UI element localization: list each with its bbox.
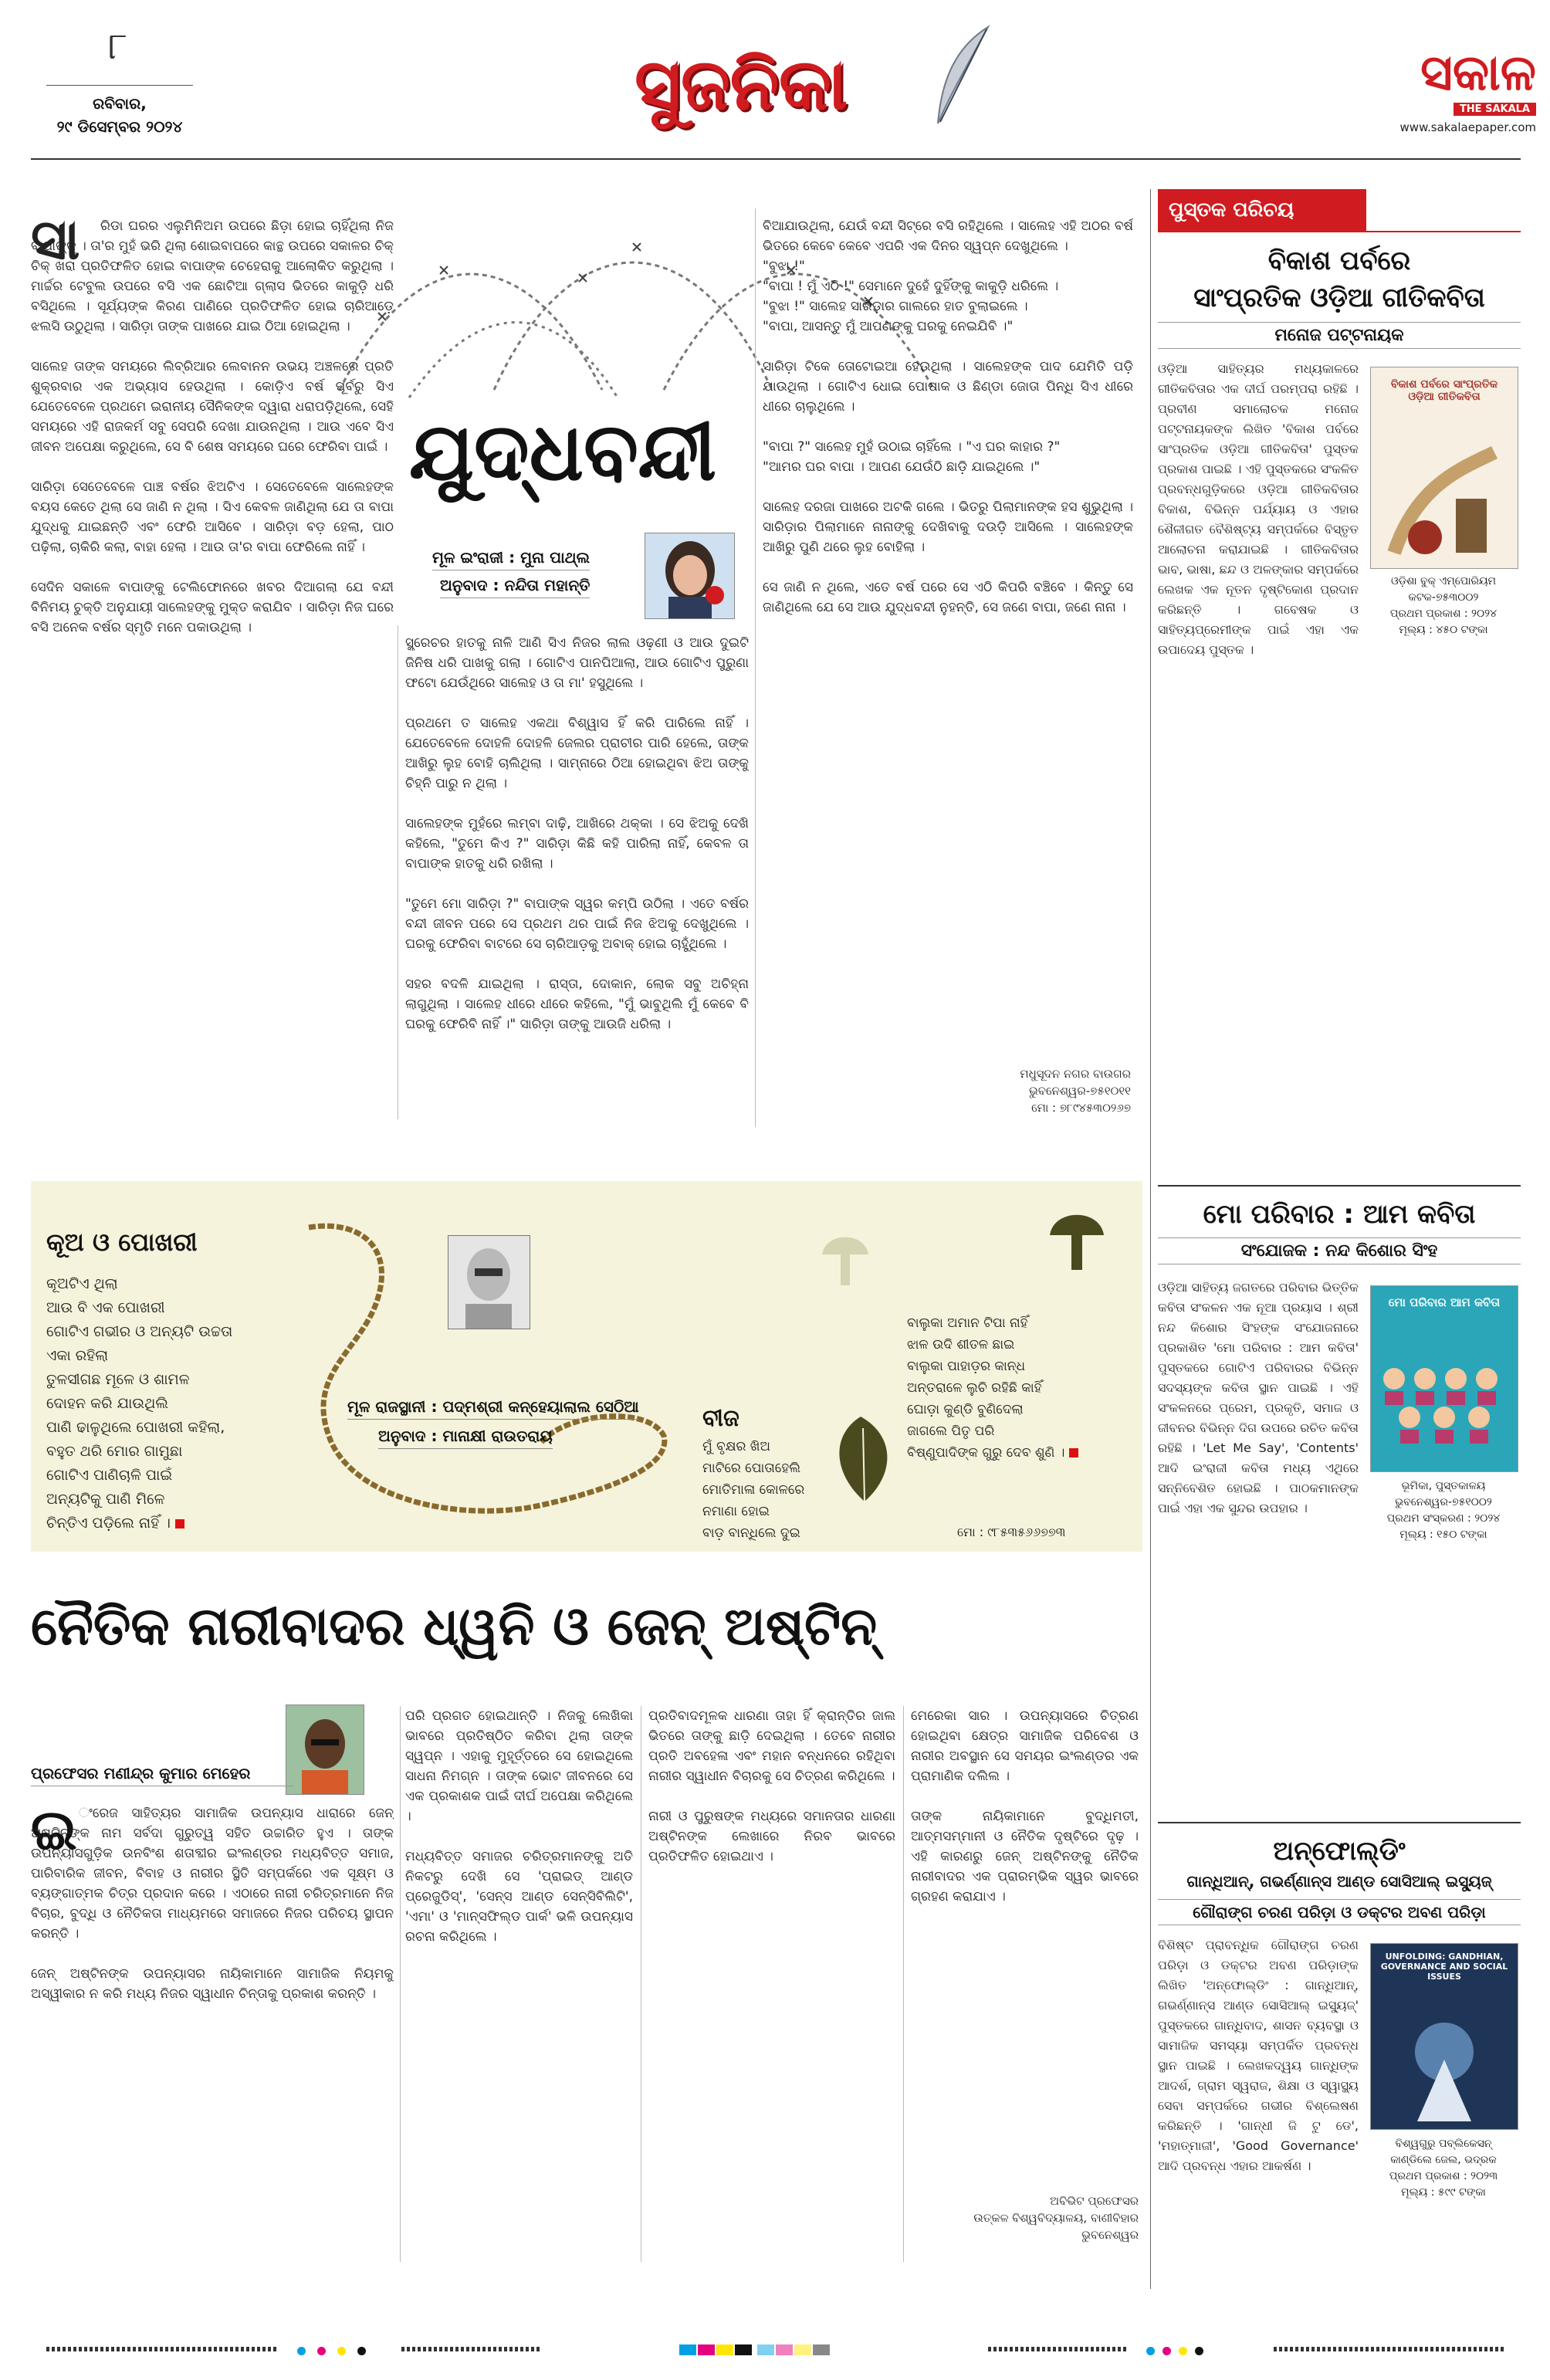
drop-cap-letter: ସା [31,207,80,272]
date-rule [46,85,193,86]
article-column-3: ପ୍ରତିବାଦମୂଳକ ଧାରଣା ତାହା ହିଁ କ୍ରାନ୍ତିର ଜାଲ ଭିତରେ ତାଙ୍କୁ ଛାଡ଼ି ଦେଇଥିଲା । ତେବେ ନାରୀର ପ୍ରତି ଅବହେଳା ଏବଂ ମହାନ ବନ୍ଧନରେ ରହିଥିବା ନାରୀର ସ୍ୱାଧୀନ ବିଚାରକୁ ସେ ଚିତ୍ରଣ କରିଥିଲେ । ନାରୀ ଓ ପୁରୁଷଙ୍କ ମଧ୍ୟରେ ସମାନତାର ଧାରଣା ଅଷ୍ଟିନଙ୍କ ଲେଖାରେ ନିରବ ଭାବରେ ପ୍ରତିଫଳିତ ହୋଇଥାଏ । [648,1708,895,1864]
column-divider [903,1706,904,2262]
author-line: ମୂଳ ଇଂରାଜୀ : ମୁନା ପାଥ୍ଲ [432,548,590,570]
mushroom-icon [1046,1204,1108,1274]
yellow-dot [337,2347,346,2355]
poem-line: ଚିନ୍ତିଏ ପଡ଼ିଲେ ନାହିଁ । [46,1512,301,1535]
black-dot [357,2347,366,2355]
poem-line: ଦୋହନ କରି ଯାଉଥିଲି [46,1395,168,1412]
end-mark-icon [175,1519,184,1529]
book1-title-line2: ସାଂପ୍ରତିକ ଓଡ଼ିଆ ଗୀତିକବିତା [1193,283,1485,313]
poem-line: ବିଷ୍ଣୁପାଦିଙ୍କ ଗୁରୁ ଦେବ ଶୁଣି । [907,1442,1131,1464]
book1-price: ମୂଲ୍ୟ : ୪୫୦ ଟଙ୍କା [1399,624,1488,636]
poem-translator-line: ଅନୁବାଦ : ମାନାକ୍ଷୀ ରାଉତରାୟ [378,1427,553,1449]
paper-logo [1328,46,1536,139]
issue-date: ୨୯ ଡିସେମ୍ବର ୨୦୨୪ [56,117,183,136]
book3-edition: ପ୍ରଥମ ପ୍ରକାଶ : ୨୦୨୩ [1389,2170,1498,2182]
registration-bar [988,2347,1127,2351]
book3-info [1370,2136,1517,2201]
poem-line: ଘୋଡ଼ା କୁଣ୍ଡି ବୁଣିଦେଲା [907,1402,1024,1417]
poem-line: ବାଲୁକା ଅମାନ ଟିପା ନାହିଁ [907,1315,1028,1331]
poem-line: ମୋତିମାଳା କୋଳରେ [702,1482,805,1498]
issue-day: ରବିବାର, [93,94,147,113]
poem-line: ଗୋଟିଏ ଗଭୀର ଓ ଅନ୍ୟଟି ଉଚ୍ଚତା [46,1323,233,1340]
story-prisoner-of-war [31,170,1142,1135]
article-drop-cap: ଇ [31,1797,77,1862]
book2-cover [1370,1285,1518,1472]
poet-photo [448,1235,530,1329]
book1-address: କଟକ-୭୫୩୦୦୨ [1408,591,1479,604]
poem-line: ପାଣି ଢାଳୁଥିଲେ ପୋଖରୀ କହିଲା, [46,1419,225,1436]
quill-icon [926,23,996,131]
poem-line: ବହୁତ ଥରି ମୋର ଗାମୁଛା [46,1443,183,1460]
story-title: ଯୁଦ୍ଧବନ୍ଦୀ [409,405,717,499]
poem-line: କୂଅଟିଏ ଥିଲା [46,1275,118,1292]
author-photo [645,533,735,619]
story-signature [880,1065,1131,1116]
masthead [0,0,1550,166]
article-author-photo [286,1705,364,1795]
book2-price: ମୂଲ୍ୟ : ୧୫୦ ଟଙ୍କା [1399,1529,1487,1541]
article-author: ପ୍ରଫେସର ମଣୀନ୍ଦ୍ର କୁମାର ମେହେର [31,1764,293,1786]
book3-address: କାଣ୍ଡିଲେ ଜେଲ, ଭଦ୍ରକ [1390,2154,1497,2166]
poem-line: ଅନ୍ୟଟିକୁ ପାଣି ମିଳେ [46,1491,165,1508]
book2-cover-title: ମୋ ପରିବାର ଆମ କବିତା [1388,1295,1501,1309]
section-rule [1158,231,1521,232]
poem-line: ମୁଁ ବୃକ୍ଷର ଖିଅ [702,1439,770,1454]
sidebar-book-reviews [1158,189,1521,2289]
poem-line: ବାଡ଼ ବାନ୍ଧିଲେ ଦୁଇ [702,1525,800,1541]
article-signature [911,2192,1139,2243]
article-jane-austen [31,1590,1142,2285]
column-divider [755,208,756,1127]
book2-title: ମୋ ପରିବାର : ଆମ କବିତା [1203,1199,1476,1230]
column-divider [400,1706,401,2262]
sig-city: ଭୁବନେଶ୍ୱର-୭୫୧୦୧୧ [1029,1084,1131,1098]
poem-line: ଏକା ରହିଲା [46,1347,109,1364]
supplement-title: ସୁଜନିକା [635,43,848,126]
book1-cover-art [1371,437,1518,568]
poem-line: ଜାଗଲେ ପିତୃ ପରି [907,1424,995,1439]
section-label: ପୁସ୍ତକ ପରିଚୟ [1158,189,1366,231]
mushroom-faded-icon [818,1227,872,1289]
book3-price: ମୂଲ୍ୟ : ୫୯୯ ଟଙ୍କା [1401,2186,1486,2199]
book3-body: ବିଶିଷ୍ଟ ପ୍ରାବନ୍ଧିକ ଗୌରାଙ୍ଗ ଚରଣ ପରିଡ଼ା ଓ ଡକ୍ଟର ଅବଣ ପରିଡ଼ାଙ୍କ ଲିଖିତ 'ଅନ୍‌ଫୋଲ୍ଡିଂ : ଗାନ୍ଧିଆନ୍, ଗଭର୍ଣ୍ଣାନ୍ସ ଆଣ୍ଡ ସୋସିଆଲ୍ ଇସ୍ୟୁଜ୍' ପୁସ୍ତକରେ ଗାନ୍ଧିବାଦ, ଶାସନ ବ୍ୟବସ୍ଥା ଓ ସାମାଜିକ ସମସ୍ୟା ସମ୍ପର୍କିତ ପ୍ରବନ୍ଧ ସ୍ଥାନ ପାଇଛି । ଲେଖକଦ୍ୱୟ ଗାନ୍ଧିଙ୍କ ଆଦର୍ଶ, ଗ୍ରାମ ସ୍ୱରାଜ, ଶିକ୍ଷା ଓ ସ୍ୱାସ୍ଥ୍ୟ ସେବା ସମ୍ପର୍କରେ ଗଭୀର ବିଶ୍ଲେଷଣ କରିଛନ୍ତି । 'ଗାନ୍ଧୀ ଜି ଟୁ ଡେ', 'ମହାତ୍ମାଜୀ', 'Good Governance' ଆଦି ପ୍ରବନ୍ଧ ଏହାର ଆକର୍ଷଣ । [1158,1938,1359,2173]
poem-line: ଅନ୍ତରାଳେ ଲୁଚି ରହିଛି କାହିଁ [907,1380,1042,1396]
book1-reviewer: ମନୋଜ ପଟ୍ଟନାୟକ [1158,322,1521,349]
magenta-dot [317,2347,326,2355]
book2-publisher: ଭୂମିକା, ପୁସ୍ତକାଳୟ [1401,1480,1486,1492]
masthead-rule [31,158,1521,160]
book2-body: ଓଡ଼ିଆ ସାହିତ୍ୟ ଜଗତରେ ପରିବାର ଭିତ୍ତିକ କବିତା ସଂକଳନ ଏକ ନୂଆ ପ୍ରୟାସ । ଶ୍ରୀ ନନ୍ଦ କିଶୋର ସିଂହଙ୍କ ସଂଯୋଜନାରେ ପ୍ରକାଶିତ 'ମୋ ପରିବାର : ଆମ କବିତା' ପୁସ୍ତକରେ ଗୋଟିଏ ପରିବାରର ବିଭିନ୍ନ ସଦସ୍ୟଙ୍କ କବିତା ସ୍ଥାନ ପାଇଛି । ଏହି ସଂକଳନରେ ପ୍ରେମ, ପ୍ରକୃତି, ସମାଜ ଓ ଜୀବନର ବିଭିନ୍ନ ଦିଗ ଉପରେ ରଚିତ କବିତା ରହିଛି । 'Let Me Say', 'Contents' ଆଦି ଇଂରାଜୀ କବିତା ମଧ୍ୟ ଏଥିରେ ସନ୍ନିବେଶିତ ହୋଇଛି । ପାଠକମାନଙ୍କ ପାଇଁ ଏହା ଏକ ସୁନ୍ଦର ଉପହାର । [1158,1280,1359,1515]
cyan-dot [297,2347,306,2355]
registration-bar [46,2347,278,2351]
book1-title-line1: ବିକାଶ ପର୍ବରେ [1267,245,1411,276]
section-rule [1158,1185,1521,1187]
sig-university: ଉତ୍କଳ ବିଶ୍ୱବିଦ୍ୟାଳୟ, ବାଣୀବିହାର [973,2211,1139,2225]
poem1-body [46,1272,301,1535]
book3-reviewer: ଗୌରାଙ୍ଗ ଚରଣ ପରିଡ଼ା ଓ ଡକ୍ଟର ଅବଣ ପରିଡ଼ା [1158,1899,1521,1925]
story-column-1: ରିଡା ଘରର ଏଲୁମିନିଅମ ଉପରେ ଛିଡ଼ା ହୋଇ ଚାହିଁଥିଲା ନିଜ ବାପାଙ୍କୁ । ତା'ର ମୁହଁ ଭରି ଥିଲା ଶୋଇବାପରେ କାନ୍ଥ ଉପରେ ସକାଳର ଚିକ୍ ଚିକ୍ ଖରା ପ୍ରତିଫଳିତ ହୋଇ ବାପାଙ୍କ ଚେହେରାକୁ ଆଲୋକିତ କରୁଥିଲା । ମାର୍ଚ୍ଚର ଟେବୁଲ ଉପରେ ବସି ଏକ ଛୋଟିଆ ଗ୍ଲାସ ଭିତରେ କାକୁଡ଼ି ଧରି ବସିଥିଲେ । ସୂର୍ଯ୍ୟଙ୍କ କିରଣ ପାଣିରେ ପ୍ରତିଫଳିତ ହୋଇ ଚାରିଆଡ଼େ ଝଲସି ଉଠୁଥିଲା । ସାରିଡ଼ା ତାଙ୍କ ପାଖରେ ଯାଇ ଠିଆ ହୋଇଥିଲା । ସାଲେହ ତାଙ୍କ ସମୟରେ ଲିବ୍ରିଆର ଲେବାନନ ଉଭୟ ଅଞ୍ଚଳରେ ପ୍ରତି ଶୁକ୍ରବାର ଏକ ଅଭ୍ୟାସ ହେଉଥିଲା । କୋଡ଼ିଏ ବର୍ଷ ପୂର୍ବରୁ ସିଏ ଯେତେବେଳେ ପ୍ରଥମେ ଇରାନୀୟ ସୈନିକଙ୍କ ଦ୍ୱାରା ଧରାପଡ଼ିଥିଲେ, ସେହି ସମୟରେ ଏହି ରାଜକର୍ମ ସବୁ ସେପରି ଦେଖା ଯାଉନଥିଲା । ଆଉ ଏବେ ସିଏ ଜୀବନ ଅପେକ୍ଷା କରୁଥିଲେ, ସେ ବି ଶେଷ ସମୟରେ ଘରେ ଫେରିବା ପାଇଁ । ସାରିଡ଼ା ସେତେବେଳେ ପାଞ୍ଚ ବର୍ଷର ଝିଅଟିଏ । ସେତେବେଳେ ସାଲେହଙ୍କ ବୟସ କେତେ ଥିଲା ସେ ଜାଣି ନ ଥିଲା । ସିଏ କେବଳ ଜାଣିଥିଲା ଯେ ତା ବାପା ଯୁଦ୍ଧକୁ ଯାଇଛନ୍ତି ଏବଂ ଫେରି ଆସିବେ । ସାରିଡ଼ା ବଡ଼ ହେଲା, ପାଠ ପଢ଼ିଲା, ଚାକିରି କଲା, ବାହା ହେଲା । ଆଉ ତା'ର ବାପା ଫେରିଲେ ନାହିଁ । ସେଦିନ ସକାଳେ ବାପାଙ୍କୁ ଟେଲିଫୋନରେ ଖବର ଦିଆଗଲା ଯେ ବନ୍ଦୀ ବିନିମୟ ଚୁକ୍ତି ଅନୁଯାୟୀ ସାଲେହଙ୍କୁ ମୁକ୍ତ କରାଯିବ । ସାରିଡ଼ା ନିଜ ଘରେ ବସି ଅନେକ ବର୍ଷର ସ୍ମୃତି ମନେ ପକାଉଥିଲା । [31,218,394,635]
end-mark-icon [1069,1448,1078,1457]
sig-place: ମଧୁସୂଦନ ନଗର ବାଉଗର [1020,1067,1131,1081]
poem1-title: କୂଅ ଓ ପୋଖରୀ [46,1227,198,1257]
book1-cover [1370,367,1518,569]
paper-url[interactable]: www.sakalaepaper.com [1399,120,1536,134]
section-rule [1158,1822,1521,1823]
poem2-title: ବୀଜ [702,1405,739,1432]
book2-address: ଭୁବନେଶ୍ୱର-୭୫୧୦୦୨ [1395,1496,1492,1508]
book3-title: ଅନ୍‌ଫୋଲ୍ଡିଂ [1273,1836,1406,1867]
story-column-2: ସ୍କ୍ରେଚର ହାତକୁ ନାଳି ଆଣି ସିଏ ନିଜର ଲାଲ ଓଢ଼ଣୀ ଓ ଆଉ ଦୁଇଟି ଜିନିଷ ଧରି ପାଖକୁ ଗଲା । ଗୋଟିଏ ପାନପିଆଲା, ଆଉ ଗୋଟିଏ ପୁରୁଣା ଫଟୋ ଯେଉଁଥିରେ ସାଲେହ ଓ ତା ମା' ହସୁଥିଲେ । ପ୍ରଥମେ ତ ସାଲେହ ଏକଥା ବିଶ୍ୱାସ ହିଁ କରି ପାରିଲେ ନାହିଁ । ଯେତେବେଳେ ଦୋହଳି ଦୋହଳି ଜେଲର ପ୍ରାଚୀର ପାରି ହେଲେ, ତାଙ୍କ ଆଖିରୁ ଲୁହ ବୋହି ଚାଲିଥିଲା । ସାମ୍ନାରେ ଠିଆ ହୋଇଥିବା ଝିଅ ତାଙ୍କୁ ଚିହ୍ନି ପାରୁ ନ ଥିଲା । ସାଲେହଙ୍କ ମୁହଁରେ ଲମ୍ବା ଦାଢ଼ି, ଆଖିରେ ଥକ୍କା । ସେ ଝିଅକୁ ଦେଖି କହିଲେ, "ତୁମେ କିଏ ?" ସାରିଡ଼ା କିଛି କହି ପାରିଲା ନାହିଁ, କେବଳ ତା ବାପାଙ୍କ ହାତକୁ ଧରି ରଖିଲା । "ତୁମେ ମୋ ସାରିଡ଼ା ?" ବାପାଙ୍କ ସ୍ୱର କମ୍ପି ଉଠିଲା । ଏତେ ବର୍ଷର ବନ୍ଦୀ ଜୀବନ ପରେ ସେ ପ୍ରଥମ ଥର ପାଇଁ ନିଜ ଝିଅକୁ ଦେଖୁଥିଲେ । ଘରକୁ ଫେରିବା ବାଟରେ ସେ ଚାରିଆଡ଼କୁ ଅବାକ୍ ହୋଇ ଚାହୁଁଥିଲେ । ସହର ବଦଳି ଯାଇଥିଲା । ରାସ୍ତା, ଦୋକାନ, ଲୋକ ସବୁ ଅଚିହ୍ନା ଲାଗୁଥିଲା । ସାଲେହ ଧୀରେ ଧୀରେ କହିଲେ, "ମୁଁ ଭାବୁଥିଲି ମୁଁ କେବେ ବି ଘରକୁ ଫେରିବି ନାହିଁ ।" ସାରିଡ଼ା ତାଙ୍କୁ ଆଉଜି ଧରିଲା । [405,635,749,1032]
article-title: ନୈତିକ ନାରୀବାଦର ଧ୍ୱନି ଓ ଜେନ୍ ଅଷ୍ଟିନ୍ [31,1596,878,1657]
poem-line: ବାଲୁକା ପାହାଡ଼ର କାନ୍ଧ [907,1359,1026,1374]
poem-line: ତୁଳସୀଗଛ ମୂଳେ ଓ ଶାମଳ [46,1371,190,1388]
book1-cover-title: ବିକାଶ ପର୍ବରେ ସାଂପ୍ରତିକ ଓଡ଼ିଆ ଗୀତିକବିତା [1390,378,1498,403]
book1-body: ଓଡ଼ିଆ ସାହିତ୍ୟର ମଧ୍ୟକାଳରେ ଗୀତିକବିତାର ଏକ ଦୀର୍ଘ ପରମ୍ପରା ରହିଛି । ପ୍ରବୀଣ ସମାଲୋଚକ ମନୋଜ ପଟ୍ଟନାୟକଙ୍କ ଲିଖିତ 'ବିକାଶ ପର୍ବରେ ସାଂପ୍ରତିକ ଓଡ଼ିଆ ଗୀତିକବିତା' ପୁସ୍ତକ ପ୍ରକାଶ ପାଇଛି । ଏହି ପୁସ୍ତକରେ ସଂକଳିତ ପ୍ରବନ୍ଧଗୁଡ଼ିକରେ ଓଡ଼ିଆ ଗୀତିକବିତାର ବିକାଶ, ବିଭିନ୍ନ ପର୍ଯ୍ୟାୟ ଓ ଏହାର ଶୈଳୀଗତ ବୈଶିଷ୍ଟ୍ୟ ସମ୍ପର୍କରେ ବିସ୍ତୃତ ଆଲୋଚନା କରାଯାଇଛି । ଗୀତିକବିତାର ଭାବ, ଭାଷା, ଛନ୍ଦ ଓ ଅଳଙ୍କାର ସମ୍ପର୍କରେ ଲେଖକ ଏକ ନୂତନ ଦୃଷ୍ଟିକୋଣ ପ୍ରଦାନ କରିଛନ୍ତି । ଗବେଷକ ଓ ସାହିତ୍ୟପ୍ରେମୀଙ୍କ ପାଇଁ ଏହା ଏକ ଉପାଦେୟ ପୁସ୍ତକ । [1158,361,1359,657]
poem-phone: ମୋ : ୯୮୫୩୫୬୬୭୭୩ [957,1525,1066,1539]
print-marks [0,2339,1550,2370]
book1-edition: ପ୍ରଥମ ପ୍ରକାଶ : ୨୦୨୪ [1389,608,1498,620]
book3-cover [1370,1943,1518,2130]
leaf-icon [826,1413,903,1505]
book3-cover-title: UNFOLDING: GANDHIAN, GOVERNANCE AND SOCIAL ISSUES [1380,1952,1508,1982]
poet-line: ମୂଳ ରାଜସ୍ଥାନୀ : ପଦ୍ମଶ୍ରୀ କନ୍ହେୟାଲାଲ ସେଠିଆ [347,1397,639,1420]
story-column-3: ବିଆଯାଉଥିଲା, ଯେଉଁ ବନ୍ଦୀ ସିଟ୍‌ରେ ବସି ରହିଥିଲେ । ସାଲେହ ଏହି ଅଠର ବର୍ଷ ଭିତରେ କେବେ କେବେ ଏପରି ଏକ ଦିନର ସ୍ୱପ୍ନ ଦେଖୁଥିଲେ । "ବୁଝା !" "ବାପା ! ମୁଁ ଏଠି !" ସେମାନେ ଦୁହେଁ ଦୁହିଁଙ୍କୁ କାକୁଡ଼ି ଧରିଲେ । "ବୁଝା !" ସାଲେହ ସାରିଡ଼ାର ଗାଲରେ ହାତ ବୁଲାଇଲେ । "ବାପା, ଆସନ୍ତୁ ମୁଁ ଆପଣଙ୍କୁ ଘରକୁ ନେଇଯିବି ।" ସାରିଡ଼ା ଟିକେ ତୋଟୋଇଆ ହେଉଥିଲା । ସାଲେହଙ୍କ ପାଦ ଯେମିତି ପଡ଼ି ଯାଉଥିଲା । ଗୋଟିଏ ଧୋଇ ପୋଷାକ ଓ ଛିଣ୍ଡା ଜୋତା ପିନ୍ଧି ସିଏ ଧୀରେ ଧୀରେ ଚାଲୁଥିଲେ । "ବାପା ?" ସାଲେହ ମୁହଁ ଉଠାଇ ଚାହିଁଲେ । "ଏ ଘର କାହାର ?" "ଆମର ଘର ବାପା । ଆପଣ ଯେଉଁଠି ଛାଡ଼ି ଯାଇଥିଲେ ।" ସାଲେହ ଦରଜା ପାଖରେ ଅଟକି ଗଲେ । ଭିତରୁ ପିଲାମାନଙ୍କ ହସ ଶୁଭୁଥିଲା । ସାରିଡ଼ାର ପିଲାମାନେ ନାନାଙ୍କୁ ଦେଖିବାକୁ ଦଉଡ଼ି ଆସିଲେ । ସାଲେହଙ୍କ ଆଖିରୁ ପୁଣି ଥରେ ଲୁହ ବୋହିଲା । ସେ ଜାଣି ନ ଥିଲେ, ଏତେ ବର୍ଷ ପରେ ସେ ଏଠି କିପରି ବଞ୍ଚିବେ । କିନ୍ତୁ ସେ ଜାଣିଥିଲେ ଯେ ସେ ଆଉ ଯୁଦ୍ଧବନ୍ଦୀ ନୁହନ୍ତି, ସେ ଜଣେ ବାପା, ଜଣେ ନାନା । [763,218,1133,615]
book1-info [1370,574,1517,638]
book2-editor: ସଂଯୋଜକ : ନନ୍ଦ କିଶୋର ସିଂହ [1158,1237,1521,1264]
article-column-4: ମେରେକା ସାର । ଉପନ୍ୟାସରେ ଚିତ୍ରଣ ହୋଇଥିବା କ୍ଷେତ୍ର ସାମାଜିକ ପରିବେଶ ଓ ନାରୀର ଅବସ୍ଥାନ ସେ ସମୟର ଇଂଲଣ୍ଡର ଏକ ପ୍ରାମାଣିକ ଦଲିଲ । ତାଙ୍କ ନାୟିକାମାନେ ବୁଦ୍ଧିମତୀ, ଆତ୍ମସମ୍ମାନୀ ଓ ନୈତିକ ଦୃଷ୍ଟିରେ ଦୃଢ଼ । ଏହି କାରଣରୁ ଜେନ୍ ଅଷ୍ଟିନଙ୍କୁ ନୈତିକ ନାରୀବାଦର ଏକ ପ୍ରାରମ୍ଭିକ ସ୍ୱର ଭାବରେ ଗ୍ରହଣ କରାଯାଏ । [911,1708,1139,1904]
sig-phone: ମୋ : ୭୮୯୪୫୩୦୨୬୭ [1031,1101,1131,1115]
sidebar-divider [1150,189,1151,2289]
supplement-logo [540,39,942,147]
book2-cover-art [1371,1348,1518,1471]
sig-title: ଅବିଭିଟ ପ୍ରଫେସର [1050,2194,1139,2208]
poem-line: ଝାଳ ଉଦି ଶୀତଳ ଛାଇ [907,1337,1015,1353]
poem-line: ଆଉ ବି ଏକ ପୋଖରୀ [46,1299,165,1316]
book3-publisher: ବିଶ୍ୱଗୁରୁ ପବ୍ଲିକେସନ୍ [1395,2138,1492,2150]
article-column-1: ଂରେଜ ସାହିତ୍ୟର ସାମାଜିକ ଉପନ୍ୟାସ ଧାରାରେ ଜେନ୍ ଅଷ୍ଟିନଙ୍କ ନାମ ସର୍ବଦା ଗୁରୁତ୍ୱ ସହିତ ଉଚ୍ଚାରିତ ହୁଏ । ତାଙ୍କ ଉପନ୍ୟାସଗୁଡ଼ିକ ଉନବିଂଶ ଶତାବ୍ଦୀର ଇଂଲଣ୍ଡର ମଧ୍ୟବିତ୍ତ ସମାଜ, ପାରିବାରିକ ଜୀବନ, ବିବାହ ଓ ନାରୀର ସ୍ଥିତି ସମ୍ପର୍କରେ ଏକ ସୂକ୍ଷ୍ମ ଓ ବ୍ୟଙ୍ଗାତ୍ମକ ଚିତ୍ର ପ୍ରଦାନ କରେ । ଏଠାରେ ନାରୀ ଚରିତ୍ରମାନେ ନିଜ ବିଚାର, ବୁଦ୍ଧି ଓ ନୈତିକତା ମାଧ୍ୟମରେ ସମାଜରେ ନିଜର ପରିଚୟ ସ୍ଥାପନ କରନ୍ତି । ଜେନ୍ ଅଷ୍ଟିନଙ୍କ ଉପନ୍ୟାସର ନାୟିକାମାନେ ସାମାଜିକ ନିୟମକୁ ଅସ୍ୱୀକାର ନ କରି ମଧ୍ୟ ନିଜର ସ୍ୱାଧୀନ ଚିନ୍ତାକୁ ପ୍ରକାଶ କରନ୍ତି । [31,1806,394,2002]
issue-mark: ୮ [108,25,128,68]
poem3-body [907,1312,1131,1464]
color-dots [293,2344,370,2358]
paper-tagline: THE SAKALA [1454,103,1536,116]
book2-info [1370,1478,1517,1543]
book3-cover-art [1371,2006,1518,2129]
poem-line: ନମାଣା ହୋଇ [702,1504,770,1519]
poem-line: ଗୋଟିଏ ପାଣିଚାଳି ପାଇଁ [46,1467,173,1484]
poem-line: ମାଟିରେ ପୋତାହେଲି [702,1461,801,1476]
registration-bar [1274,2347,1505,2351]
color-strip [679,2344,831,2358]
book2-edition: ପ୍ରଥମ ସଂସ୍କରଣ : ୨୦୨୪ [1386,1512,1501,1525]
registration-bar [401,2347,540,2351]
article-column-2: ପରି ପ୍ରଗତ ହୋଇଥାନ୍ତି । ନିଜକୁ ଲେଖିକା ଭାବରେ ପ୍ରତିଷ୍ଠିତ କରିବା ଥିଲା ତାଙ୍କ ସ୍ୱପ୍ନ । ଏହାକୁ ମୁହୂର୍ତ୍ତରେ ସେ ହୋଇଥିଲେ ସାଧନା ନିମଗ୍ନ । ତାଙ୍କ ଭୋଟ ଜୀବନରେ ସେ ଏକ ପ୍ରକାଶକ ପାଇଁ ଦୀର୍ଘ ଅପେକ୍ଷା କରିଥିଲେ । ମଧ୍ୟବିତ୍ତ ସମାଜର ଚରିତ୍ରମାନଙ୍କୁ ଅତି ନିକଟରୁ ଦେଖି ସେ 'ପ୍ରାଇଡ୍ ଆଣ୍ଡ ପ୍ରେଜୁଡିସ୍', 'ସେନ୍ସ ଆଣ୍ଡ ସେନ୍ସିବିଲିଟି', 'ଏମା' ଓ 'ମାନ୍ସଫିଲ୍ଡ ପାର୍କ' ଭଳି ଉପନ୍ୟାସ ରଚନା କରିଥିଲେ । [405,1708,633,1945]
color-dots [1142,2344,1207,2358]
paper-name: ସକାଳ [1420,45,1536,102]
translator-line: ଅନୁବାଦ : ନନ୍ଦିତା ମହାନ୍ତି [440,576,590,598]
poems-band [31,1181,1142,1552]
book3-subtitle: ଗାନ୍ଧିଆନ୍, ଗଭର୍ଣ୍ଣାନ୍ସ ଆଣ୍ଡ ସୋସିଆଲ୍ ଇସ୍ୟୁଜ୍ [1186,1872,1492,1891]
book1-publisher: ଓଡ଼ିଶା ବୁକ୍ ଏମ୍ପୋରିୟମ [1390,575,1497,587]
sig-city: ଭୁବନେଶ୍ୱର [1081,2228,1139,2242]
